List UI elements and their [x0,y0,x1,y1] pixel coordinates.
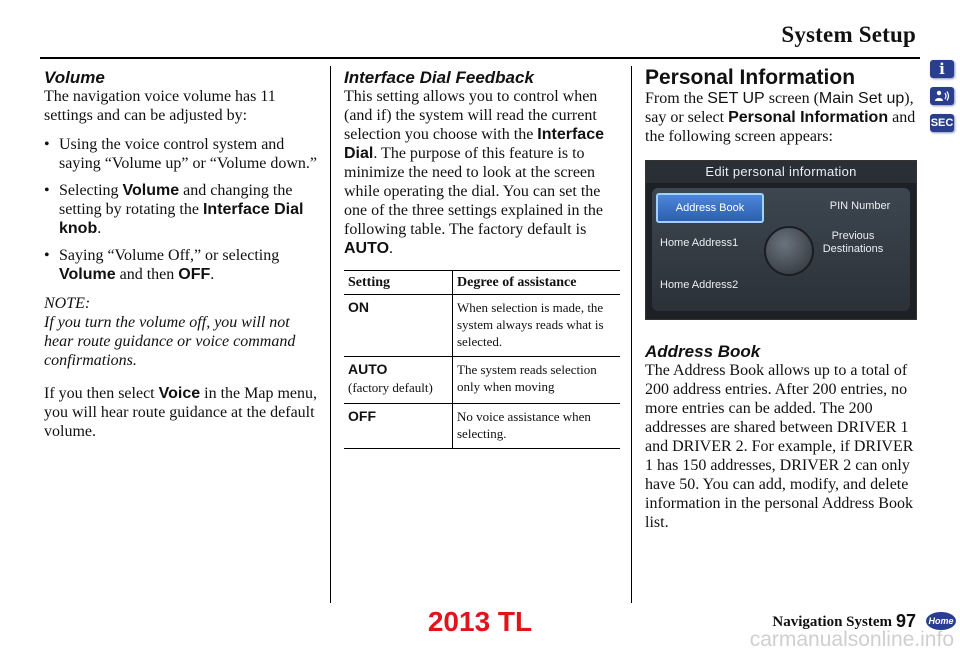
voice-paragraph [44,384,320,441]
interface-dial-icon [764,226,814,276]
pin-number-button[interactable]: PIN Number [829,200,891,212]
sec-icon[interactable]: SEC [930,114,954,132]
screen-panel [652,188,910,311]
address-book-paragraph: The Address Book allows up to a total of 200 address entries. After 200 entries, no more entries can be added. The 200 addresses are shared between DRIVER 1 and DRIVER 2. For example, if DRIVER 1 has 150 addresses, DRIVER 2 can only have 50. You can add, modify, and delete information in the personal Address Book list. [645,362,914,531]
page-number: 97 [895,611,916,631]
address-book-heading: Address Book [645,342,761,361]
column-divider [631,66,632,603]
column-dial-feedback [344,66,620,449]
text: ), say or select [645,90,914,126]
table-header-degree: Degree of assistance [453,271,621,295]
key-volume: Volume [122,182,180,199]
table-row [344,357,620,404]
header-rule [40,57,920,59]
table-cell-desc: When selection is made, the system always reads what is selected. [453,295,621,357]
key-interface-dial: Interface Dial [344,126,604,162]
text: This setting allows you to control when (and if) the system will read the current selection you choose with the [344,88,598,143]
dial-feedback-paragraph [344,87,620,258]
volume-bullet-voice: • Using the voice control system and saying “Volume up” or “Volume down.” [44,135,320,173]
volume-bullet-off [44,246,320,284]
watermark-model: 2013 TL [427,606,533,637]
note-text: If you turn the volume off, you will not hear route guidance or voice command confirmations. [44,314,296,369]
key-auto: AUTO [344,240,390,257]
personal-info-heading: Personal Information [645,66,856,89]
personal-info-paragraph [645,89,920,146]
home-address2-button[interactable]: Home Address2 [660,279,739,291]
table-cell-setting [344,404,453,449]
table-row [344,295,620,357]
text: . [97,220,102,237]
nav-screen-image [645,160,917,320]
address-book-button[interactable]: Address Book [656,193,764,223]
setting-value: ON [348,299,369,315]
key-interface-dial-knob: Interface Dial knob [59,201,304,237]
text: Selecting [59,182,123,199]
text: screen ( [764,90,819,107]
home-address1-button[interactable]: Home Address1 [660,237,739,249]
text: in the Map menu, you will hear route guidance at the default volume. [44,385,317,440]
key-off: OFF [178,266,211,283]
key-set-up: SET UP [707,90,765,107]
table-header-setting: Setting [344,271,453,295]
table-cell-setting [344,357,453,404]
key-volume: Volume [59,266,116,283]
text: From the [645,90,708,107]
column-personal-info [645,66,920,542]
table-row [344,404,620,449]
volume-list [44,135,320,284]
text: . The purpose of this feature is to minimize the need to look at the screen while operating the dial. You can set the one of the three settings explained in the following table. The factory default is [344,145,604,238]
key-voice: Voice [158,385,201,402]
text: and changing the setting by rotating the [59,182,293,218]
info-icon[interactable]: i [930,60,954,78]
voice-icon[interactable] [930,87,954,105]
page-title: System Setup [781,22,916,47]
column-divider [330,66,331,603]
previous-destinations-button[interactable]: Previous Destinations [822,230,884,255]
table-header-row [344,271,620,295]
table-cell-desc: The system reads selection only when moving [453,357,621,404]
column-volume [44,66,320,451]
side-tabs [930,60,956,141]
home-icon[interactable]: Home [926,612,956,630]
setting-note: (factory default) [348,380,433,395]
volume-heading: Volume [44,68,105,87]
table-cell-desc: No voice assistance when selecting. [453,404,621,449]
key-personal-information: Personal Information [728,109,889,126]
assistance-table [344,270,620,449]
text: . [389,240,394,257]
screen-title: Edit personal information [646,161,916,183]
text: and the following screen appears: [645,109,916,145]
dial-feedback-heading: Interface Dial Feedback [344,68,534,87]
text: If you then select [44,385,159,402]
text: and then [115,266,179,283]
watermark-site: carmanualsonline.info [749,628,954,651]
text: Saying “Volume Off,” or selecting [59,247,280,264]
text: . [210,266,215,283]
footer-section-label: Navigation System [772,614,892,630]
table-cell-setting [344,295,453,357]
volume-intro: The navigation voice volume has 11 settings and can be adjusted by: [44,88,276,124]
voice-icon-glyph [934,90,950,102]
key-main-set-up: Main Set up [818,90,905,107]
volume-bullet-dial [44,181,320,238]
setting-value: AUTO [348,361,388,377]
note-label: NOTE: [44,295,91,312]
setting-value: OFF [348,408,376,424]
